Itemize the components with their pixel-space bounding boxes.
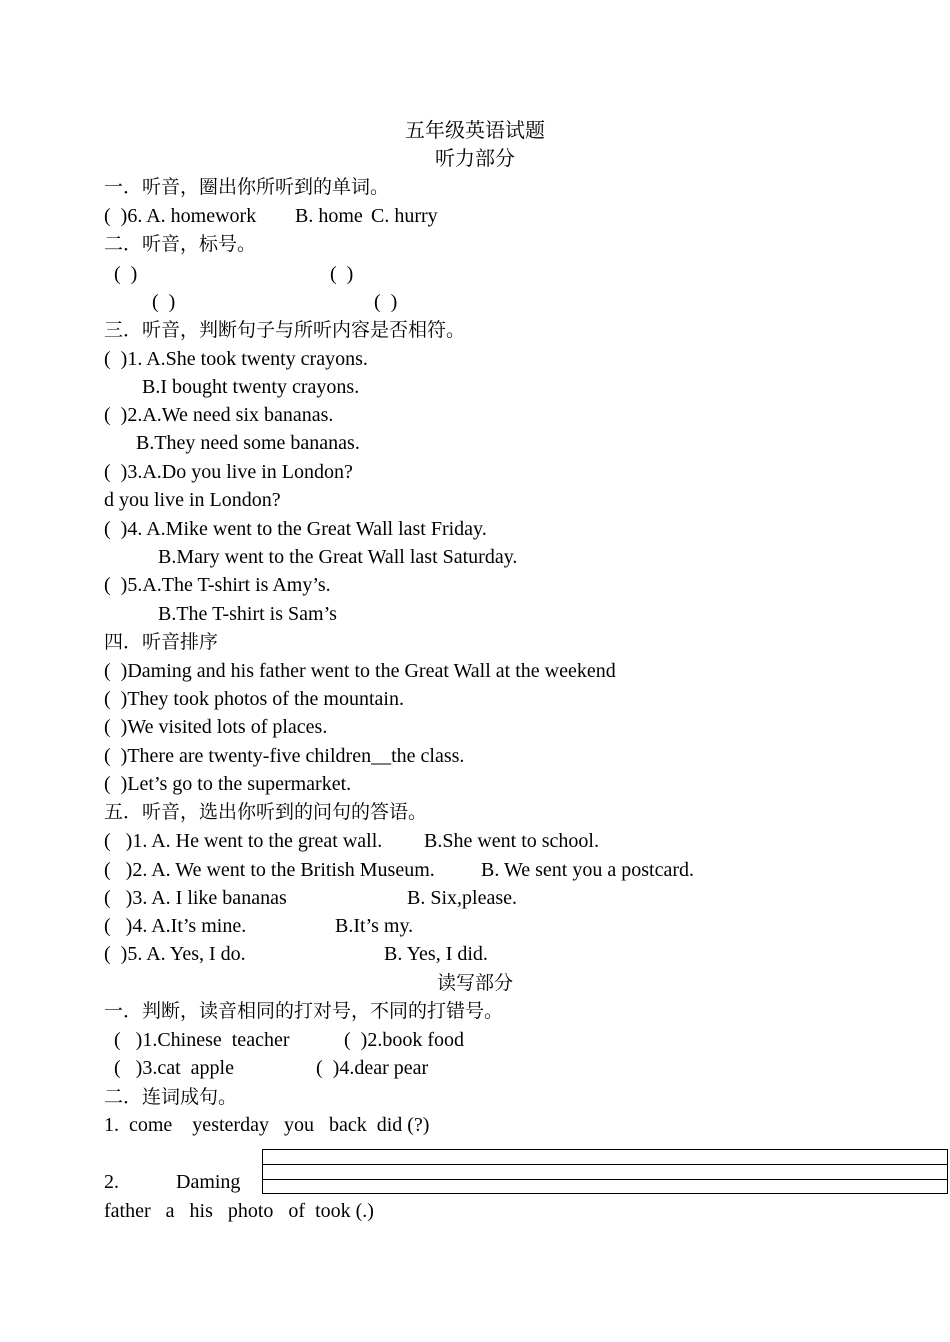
pronunciation-q1: ( )1.Chinese teacher: [114, 1029, 290, 1051]
pronunciation-q2: ( )2.book food: [344, 1029, 464, 1051]
q6-option-a: ( )6. A. homework: [104, 205, 257, 227]
option-a: ( )2. A. We went to the British Museum.: [104, 859, 435, 881]
listening-s5-heading: 五．听音，选出你听到的问句的答语。: [104, 801, 428, 823]
option-a: ( )3. A. I like bananas: [104, 887, 287, 909]
s5-q4: [104, 912, 414, 940]
s3-line: ( )4. A.Mike went to the Great Wall last Friday.: [104, 518, 487, 540]
word-order-q1: 1. come yesterday you back did (?): [104, 1114, 430, 1136]
s5-q5: [104, 940, 488, 968]
option-b: B. Yes, I did.: [384, 943, 488, 965]
s3-line: d you live in London?: [104, 489, 281, 511]
s5-q3: [104, 884, 517, 912]
s5-q1: [104, 827, 599, 855]
s3-line: B.The T-shirt is Sam’s: [158, 603, 337, 625]
s4-line: ( )Daming and his father went to the Great Wall at the weekend: [104, 660, 616, 682]
q6-option-b: B. home: [295, 205, 363, 227]
page-title: 五年级英语试题: [405, 120, 545, 142]
writing-rule: [263, 1179, 947, 1180]
s3-line: B.They need some bananas.: [136, 432, 360, 454]
s4-line: ( )We visited lots of places.: [104, 716, 328, 738]
word-order-q2-rest: father a his photo of took (.): [104, 1200, 374, 1222]
s3-line: ( )5.A.The T-shirt is Amy’s.: [104, 574, 331, 596]
s3-line: B.I bought twenty crayons.: [142, 376, 360, 398]
answer-blank: ( ): [152, 291, 176, 313]
s4-line: ( )They took photos of the mountain.: [104, 688, 404, 710]
pronunciation-q3: ( )3.cat apple: [114, 1057, 234, 1079]
option-b: B. Six,please.: [407, 887, 517, 909]
answer-blank: ( ): [114, 263, 138, 285]
listening-s2-row2: [104, 288, 398, 316]
option-a: ( )1. A. He went to the great wall.: [104, 830, 383, 852]
s3-line: ( )1. A.She took twenty crayons.: [104, 348, 368, 370]
answer-blank: ( ): [374, 291, 398, 313]
s3-line: ( )3.A.Do you live in London?: [104, 461, 353, 483]
reading-s1-row1: [104, 1026, 464, 1054]
listening-s1-heading: 一．听音，圈出你所听到的单词。: [104, 176, 390, 198]
answer-blank: ( ): [330, 263, 354, 285]
listening-section-title: 听力部分: [435, 148, 515, 170]
writing-rule: [263, 1164, 947, 1165]
reading-s1-row2: [104, 1054, 429, 1082]
option-b: B.She went to school.: [424, 830, 599, 852]
s4-line: ( )There are twenty-five children__the class.: [104, 745, 465, 767]
listening-s2-heading: 二．听音，标号。: [104, 233, 257, 255]
answer-writing-lines[interactable]: [262, 1149, 948, 1194]
option-a: ( )5. A. Yes, I do.: [104, 943, 246, 965]
option-b: B.It’s my.: [335, 915, 414, 937]
s5-q2: [104, 856, 694, 884]
listening-s1-q6: [104, 202, 438, 230]
s3-line: ( )2.A.We need six bananas.: [104, 404, 334, 426]
q2-first-word: Daming: [176, 1171, 241, 1193]
option-a: ( )4. A.It’s mine.: [104, 915, 247, 937]
q6-option-c: C. hurry: [371, 205, 438, 227]
reading-s2-heading: 二．连词成句。: [104, 1086, 238, 1108]
listening-s3-heading: 三．听音，判断句子与所听内容是否相符。: [104, 319, 466, 341]
reading-s1-heading: 一．判断，读音相同的打对号，不同的打错号。: [104, 1000, 504, 1022]
s4-line: ( )Let’s go to the supermarket.: [104, 773, 352, 795]
s3-line: B.Mary went to the Great Wall last Saturday.: [158, 546, 518, 568]
listening-s2-row1: [104, 260, 354, 288]
listening-s4-heading: 四．听音排序: [104, 631, 219, 653]
option-b: B. We sent you a postcard.: [481, 859, 694, 881]
pronunciation-q4: ( )4.dear pear: [316, 1057, 429, 1079]
reading-section-title: 读写部分: [436, 972, 513, 994]
word-order-q2: [104, 1168, 241, 1196]
q2-number: 2.: [104, 1171, 119, 1193]
